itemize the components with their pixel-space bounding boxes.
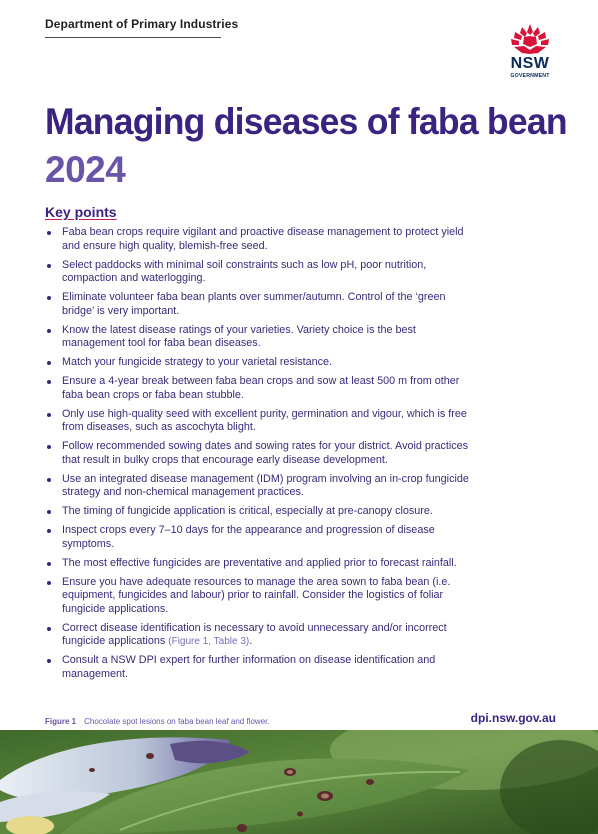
key-point-tail: . — [249, 635, 253, 647]
header-bar — [45, 17, 239, 38]
faba-bean-photo — [0, 730, 598, 834]
logo-nsw-text: NSW — [510, 55, 550, 72]
bullet-icon — [47, 329, 51, 333]
bullet-icon — [47, 380, 51, 384]
key-point-text: Faba bean crops require vigilant and proactive disease management to protect yield and ensure high quality, blemish-free seed. — [62, 226, 464, 252]
key-point-item — [45, 356, 475, 370]
figure-caption-text: Chocolate spot lesions on faba bean leaf and flower. — [84, 717, 270, 726]
figure-caption — [45, 717, 270, 726]
key-points-heading: Key points — [45, 204, 117, 220]
page-title: Managing diseases of faba bean — [45, 101, 567, 142]
key-point-text: Only use high-quality seed with excellent purity, germination and vigour, which is free from diseases, such as ascochyta blight. — [62, 407, 467, 433]
key-point-text: Consult a NSW DPI expert for further information on disease identification and management. — [62, 654, 436, 680]
key-point-text: Match your fungicide strategy to your varietal resistance. — [62, 356, 333, 368]
bullet-icon — [47, 413, 51, 417]
key-point-item — [45, 654, 475, 681]
bullet-icon — [47, 529, 51, 533]
key-point-text: Follow recommended sowing dates and sowing rates for your district. Avoid practices that result in bulky crops that encourage early disease development. — [62, 440, 469, 466]
bullet-icon — [47, 659, 51, 663]
bullet-icon — [47, 627, 51, 631]
key-point-text: Eliminate volunteer faba bean plants over summer/autumn. Control of the ‘green bridge’ is very important. — [62, 291, 446, 317]
key-point-text: Know the latest disease ratings of your varieties. Variety choice is the best management tool for faba bean diseases. — [62, 323, 416, 349]
key-point-item — [45, 576, 475, 617]
key-point-item — [45, 226, 475, 253]
key-point-item — [45, 440, 475, 467]
bullet-icon — [47, 296, 51, 300]
key-point-text: Correct disease identification is necessary to avoid unnecessary and/or incorrect fungicide applications — [62, 621, 447, 647]
logo-government-text: GOVERNMENT — [510, 73, 550, 79]
chocolate-spot-photo-illustration — [0, 730, 598, 834]
figure-table-reference: (Figure 1, Table 3) — [168, 636, 250, 647]
key-point-item — [45, 557, 475, 571]
page-year: 2024 — [45, 149, 126, 190]
bullet-icon — [47, 361, 51, 365]
key-point-text: The most effective fungicides are preventative and applied prior to forecast rainfall. — [62, 556, 457, 569]
website-link[interactable]: dpi.nsw.gov.au — [470, 711, 556, 725]
bullet-icon — [47, 581, 51, 585]
key-point-text: Ensure you have adequate resources to manage the area sown to faba bean (i.e. equipment, fungicides and labour) prior to rainfall. Consider the logistics of foliar fungicide applications. — [62, 575, 451, 615]
key-point-text: The timing of fungicide application is critical, especially at pre-canopy closure. — [62, 505, 433, 517]
key-point-item — [45, 473, 475, 500]
key-point-text: Ensure a 4-year break between faba bean crops and sow at least 500 m from other faba bean crops or faba bean stubble. — [62, 375, 460, 401]
bullet-icon — [47, 231, 51, 235]
key-point-text: Inspect crops every 7–10 days for the appearance and progression of disease symptoms. — [62, 524, 435, 550]
key-point-item — [45, 622, 475, 649]
bullet-icon — [47, 445, 51, 449]
key-point-item — [45, 259, 475, 286]
bullet-icon — [47, 264, 51, 268]
bullet-icon — [47, 478, 51, 482]
key-point-item — [45, 524, 475, 551]
waratah-icon — [502, 22, 558, 56]
key-point-text: Use an integrated disease management (IDM) program involving an in-crop fungicide strategy and non-chemical management practices. — [62, 472, 469, 498]
nsw-government-logo — [502, 22, 558, 94]
key-point-item — [45, 375, 475, 402]
key-point-text: Select paddocks with minimal soil constraints such as low pH, poor nutrition, compaction and waterlogging. — [62, 258, 427, 284]
bullet-icon — [47, 510, 51, 514]
key-point-item — [45, 291, 475, 318]
department-name: Department of Primary Industries — [45, 17, 239, 31]
key-point-item — [45, 505, 475, 519]
key-point-item — [45, 324, 475, 351]
key-points-list — [45, 226, 475, 687]
bullet-icon — [47, 562, 51, 566]
figure-label: Figure 1 — [45, 717, 77, 726]
key-point-item — [45, 408, 475, 435]
